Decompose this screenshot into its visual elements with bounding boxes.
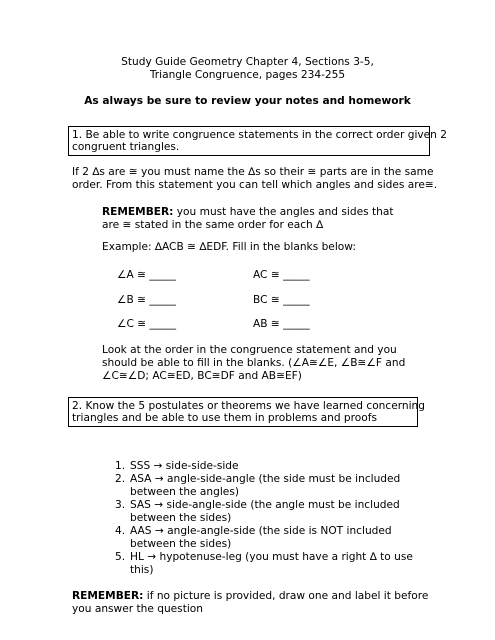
list-item-sas: SAS → side-angle-side (the angle must be included [130,499,400,511]
section-1-heading-line-2: congruent triangles. [72,141,180,153]
blank-angle-b: ∠B ≅ _____ [117,294,176,306]
remember-label: REMEMBER: [102,206,174,218]
list-item-sas-cont: between the sides) [130,512,232,524]
section-1-box [68,126,447,156]
list-item-number: 5. [115,551,126,563]
look-line-3: ∠C≅∠D; AC≅ED, BC≅DF and AB≅EF) [102,370,302,382]
list-item-asa: ASA → angle-side-angle (the side must be included [130,473,401,485]
list-item-sss: SSS → side-side-side [130,460,239,472]
look-line-2: should be able to fill in the blanks. (∠A≅∠E, ∠B≅∠F and [102,357,406,369]
list-item-aas-cont: between the sides) [130,538,232,550]
remember-text: you must have the angles and sides that [173,206,394,218]
final-remember-text: if no picture is provided, draw one and label it before [143,590,429,602]
title-line-1: Study Guide Geometry Chapter 4, Sections 3-5, [121,56,374,68]
blank-side-ac: AC ≅ _____ [253,269,310,281]
blank-angle-a: ∠A ≅ _____ [117,269,176,281]
section-1-para-line-1: If 2 ∆s are ≅ you must name the ∆s so their ≅ parts are in the same [72,166,434,178]
final-remember-label: REMEMBER: [72,590,144,602]
section-2-heading-line-1: 2. Know the 5 postulates or theorems we have learned concerning [72,400,425,412]
section-2-box [68,397,425,427]
section-1-para-line-2: order. From this statement you can tell which angles and sides are≅. [72,179,438,191]
final-remember-note [72,590,428,602]
look-line-1: Look at the order in the congruence statement and you [102,344,397,356]
blank-side-ab: AB ≅ _____ [253,318,310,330]
blank-angle-c: ∠C ≅ _____ [117,318,176,330]
subtitle: As always be sure to review your notes and homework [84,95,411,107]
list-item-number: 2. [115,473,126,485]
list-item-aas: AAS → angle-angle-side (the side is NOT included [130,525,392,537]
title-line-2: Triangle Congruence, pages 234-255 [149,69,346,81]
remember-line-2: are ≅ stated in the same order for each ∆ [102,219,324,231]
remember-note [102,206,394,218]
list-item-number: 4. [115,525,126,537]
section-1-heading-line-1: 1. Be able to write congruence statements in the correct order given 2 [72,129,447,141]
list-item-hl-cont: this) [130,564,154,576]
section-2-heading-line-2: triangles and be able to use them in problems and proofs [72,412,377,424]
final-remember-line-2: you answer the question [72,603,203,615]
example-line: Example: ∆ACB ≅ ∆EDF. Fill in the blanks below: [102,241,356,253]
list-item-hl: HL → hypotenuse-leg (you must have a right ∆ to use [130,551,413,563]
list-item-number: 1. [115,460,126,472]
list-item-number: 3. [115,499,126,511]
list-item-asa-cont: between the angles) [130,486,239,498]
blank-side-bc: BC ≅ _____ [253,294,310,306]
